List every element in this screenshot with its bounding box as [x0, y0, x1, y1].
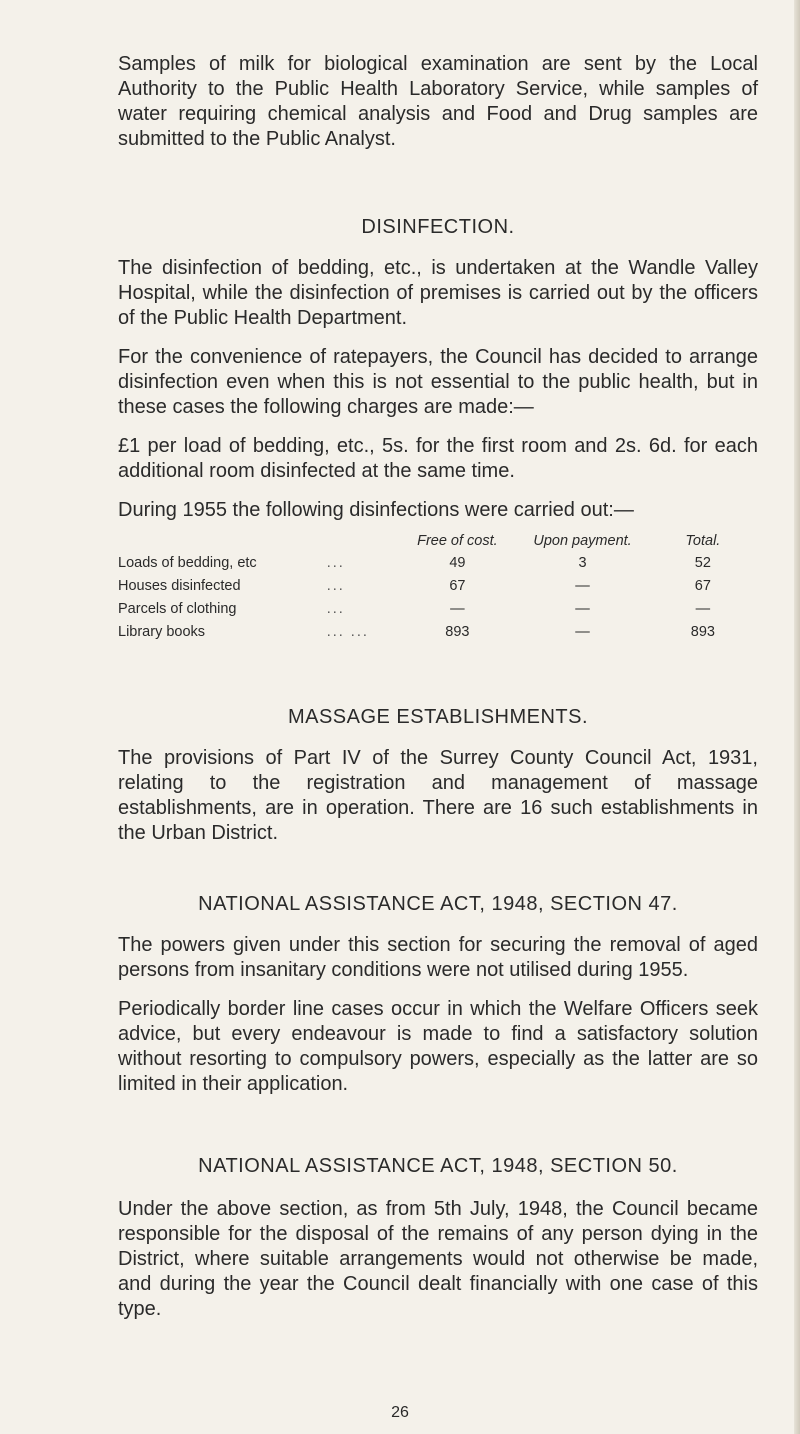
row-label: Parcels of clothing [118, 600, 237, 617]
section47-heading: NATIONAL ASSISTANCE ACT, 1948, SECTION 47. [198, 893, 678, 915]
section47-paragraph-1: The powers given under this section for securing the removal of aged persons from insanitary conditions were not utilised during 1955. [118, 934, 758, 981]
section47-paragraph-2: Periodically border line cases occur in which the Welfare Officers seek advice, but every endeavour is made to find a satisfactory solution without resorting to compulsory powers, especially as the latter are so limited in their application. [118, 998, 758, 1095]
disinfection-section [118, 216, 758, 239]
intro-paragraph: Samples of milk for biological examination are sent by the Local Authority to the Public Health Laboratory Service, while samples of water requiring chemical analysis and Food and Drug samples are submitted to the Public Analyst. [118, 53, 758, 150]
row-total-value: 67 [694, 577, 711, 594]
header-blank-dots [327, 532, 398, 551]
row-total-value: 893 [690, 623, 715, 640]
row-label: Library books [118, 623, 206, 640]
row-free-value: 893 [445, 623, 470, 640]
section50-heading: NATIONAL ASSISTANCE ACT, 1948, SECTION 50. [198, 1155, 678, 1177]
table-row [118, 574, 758, 597]
disinfection-paragraph-3: £1 per load of bedding, etc., 5s. for the first room and 2s. 6d. for each additional room disinfected at the same time. [118, 435, 758, 482]
table-row [118, 620, 758, 643]
table-row [118, 551, 758, 574]
intro-section [118, 52, 758, 152]
row-upon-value: 3 [578, 554, 587, 571]
disinfection-table-wrapper [118, 532, 758, 643]
row-free-value: 67 [449, 577, 466, 594]
row-label: Houses disinfected [118, 577, 241, 594]
section47 [118, 893, 758, 916]
row-leader-dots: ... [326, 600, 345, 617]
header-free-of-cost: Free of cost. [417, 533, 498, 549]
row-total-value: 52 [694, 554, 711, 571]
header-total: Total. [685, 533, 721, 549]
section50-body [118, 1197, 758, 1322]
section47-body [118, 933, 758, 1111]
disinfection-heading: DISINFECTION. [361, 216, 515, 238]
massage-body [118, 746, 758, 846]
disinfection-paragraph-1: The disinfection of bedding, etc., is undertaken at the Wandle Valley Hospital, while the disinfection of premises is carried out by the officers of the Public Health Department. [118, 257, 758, 329]
page-edge-shadow [794, 0, 800, 1434]
header-blank [118, 532, 327, 551]
table-header-row [118, 532, 758, 551]
row-free-value: 49 [449, 554, 466, 571]
row-free-value: — [450, 600, 465, 617]
disinfection-paragraph-4: During 1955 the following disinfections were carried out:— [118, 499, 634, 521]
row-upon-value: — [575, 577, 590, 594]
massage-heading: MASSAGE ESTABLISHMENTS. [287, 706, 589, 728]
page-number: 26 [391, 1404, 409, 1421]
disinfection-table [118, 532, 758, 643]
massage-section [118, 706, 758, 729]
row-label: Loads of bedding, etc [118, 554, 257, 571]
disinfection-paragraph-2: For the convenience of ratepayers, the Council has decided to arrange disinfection even when this is not essential to the public health, but in these cases the following charges are made:— [118, 346, 758, 418]
section50 [118, 1155, 758, 1178]
row-total-value: — [695, 600, 711, 617]
massage-paragraph: The provisions of Part IV of the Surrey County Council Act, 1931, relating to the registration and management of massage establishments, are in operation. There are 16 such establishments in the Urban District. [118, 747, 758, 844]
row-leader-dots: ... [326, 577, 345, 594]
row-leader-dots: ... [326, 554, 345, 571]
row-upon-value: — [575, 623, 590, 640]
row-leader-dots: ... ... [326, 623, 369, 640]
table-row [118, 597, 758, 620]
row-upon-value: — [575, 600, 590, 617]
section50-paragraph: Under the above section, as from 5th July, 1948, the Council became responsible for the disposal of the remains of any person dying in the District, where suitable arrangements would not otherwise be made, and during the year the Council dealt financially with one case of this type. [118, 1198, 758, 1320]
header-upon-payment: Upon payment. [533, 533, 632, 549]
disinfection-body [118, 256, 758, 537]
